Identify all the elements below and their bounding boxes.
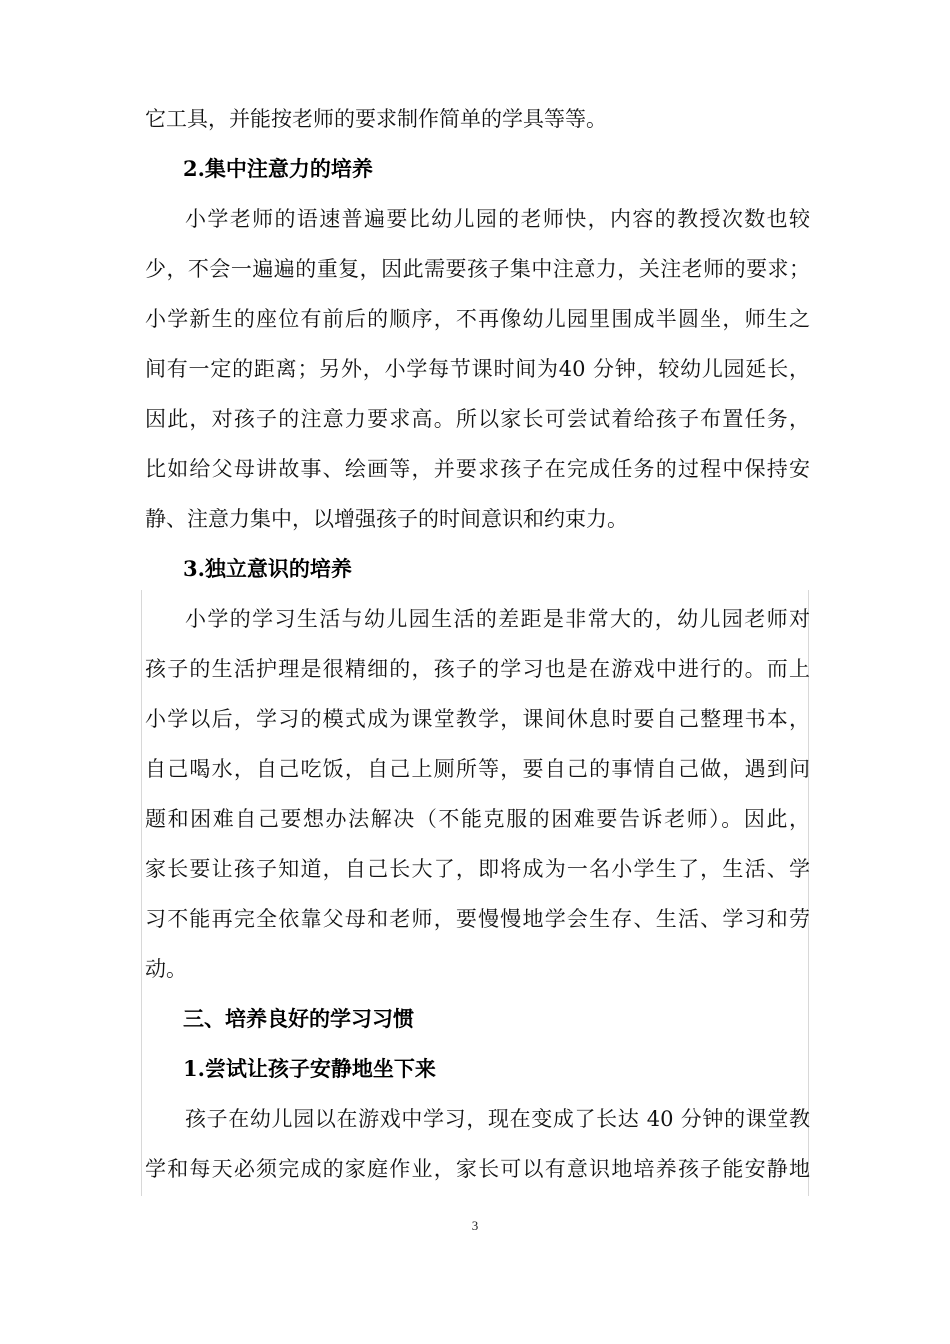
paragraph-line: 小学新生的座位有前后的顺序，不再像幼儿园里围成半圆坐，师生之 (145, 307, 810, 331)
paragraph-line: 小学的学习生活与幼儿园生活的差距是非常大的，幼儿园老师对 (185, 607, 810, 631)
paragraph-line: 家长要让孩子知道，自己长大了，即将成为一名小学生了，生活、学 (145, 857, 810, 881)
chapter-heading: 三、培养良好的学习习惯 (183, 1006, 414, 1031)
section-heading: 3.独立意识的培养 (183, 556, 352, 581)
paragraph-line: 比如给父母讲故事、绘画等，并要求孩子在完成任务的过程中保持安 (145, 457, 810, 481)
frame-border-left (141, 590, 142, 1196)
paragraph-line: 间有一定的距离；另外，小学每节课时间为40 分钟，较幼儿园延长， (145, 357, 810, 381)
paragraph-line: 学和每天必须完成的家庭作业，家长可以有意识地培养孩子能安静地 (145, 1157, 810, 1181)
section-heading: 2.集中注意力的培养 (183, 156, 373, 181)
paragraph-line: 孩子在幼儿园以在游戏中学习，现在变成了长达 40 分钟的课堂教 (185, 1107, 810, 1131)
paragraph-line: 自己喝水，自己吃饭，自己上厕所等，要自己的事情自己做，遇到问 (145, 757, 810, 781)
paragraph-line: 它工具，并能按老师的要求制作简单的学具等等。 (145, 107, 607, 131)
paragraph-line: 因此，对孩子的注意力要求高。所以家长可尝试着给孩子布置任务， (145, 407, 810, 431)
paragraph-line: 习不能再完全依靠父母和老师，要慢慢地学会生存、生活、学习和劳 (145, 907, 810, 931)
paragraph-line: 小学以后，学习的模式成为课堂教学，课间休息时要自己整理书本， (145, 707, 810, 731)
section-heading: 1.尝试让孩子安静地坐下来 (183, 1056, 436, 1081)
paragraph-line: 题和困难自己要想办法解决（不能克服的困难要告诉老师）。因此， (145, 807, 810, 831)
paragraph-line: 孩子的生活护理是很精细的，孩子的学习也是在游戏中进行的。而上 (145, 657, 810, 681)
paragraph-line: 静、注意力集中，以增强孩子的时间意识和约束力。 (145, 507, 628, 531)
paragraph-line: 少，不会一遍遍的重复，因此需要孩子集中注意力，关注老师的要求； (145, 257, 810, 281)
paragraph-line: 小学老师的语速普遍要比幼儿园的老师快，内容的教授次数也较 (185, 207, 810, 231)
page-number: 3 (471, 1218, 479, 1233)
paragraph-line: 动。 (145, 957, 187, 981)
